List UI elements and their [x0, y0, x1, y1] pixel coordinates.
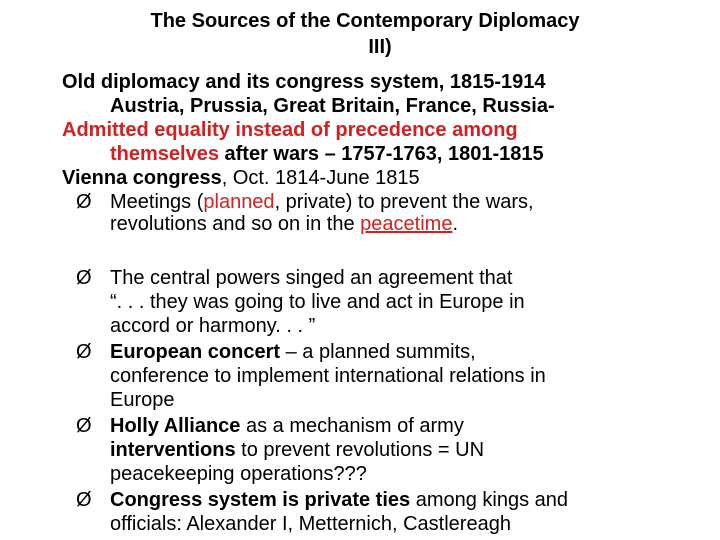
- bullet-5-line-1: [110, 488, 568, 512]
- b3-text: – a planned summits,: [280, 341, 476, 363]
- bullet-arrow-icon: Ø: [76, 415, 92, 437]
- congress-system: Congress system is private ties: [110, 489, 411, 511]
- holly-alliance: Holly Alliance: [110, 415, 241, 437]
- b5-text: among kings and: [410, 489, 569, 511]
- bullet-4-line-2: [110, 438, 484, 462]
- equality-wars: after wars – 1757-1763, 1801-1815: [218, 143, 544, 165]
- vienna-dates: , Oct. 1814-June 1815: [221, 167, 420, 189]
- bullet-4-line-3: peacekeeping operations???: [110, 463, 367, 485]
- old-diplomacy-line: Old diplomacy and its congress system, 1815-1914: [62, 71, 546, 93]
- b1-peacetime: peacetime: [360, 213, 453, 235]
- title-line-1: The Sources of the Contemporary Diplomacy: [150, 10, 580, 32]
- bullet-3-line-2: conference to implement international relations in: [110, 365, 546, 387]
- powers-line: Austria, Prussia, Great Britain, France, Russia-: [110, 95, 555, 117]
- title-line-2: III): [368, 36, 392, 58]
- vienna-line: [62, 166, 420, 190]
- equality-line-1: Admitted equality instead of precedence among: [62, 119, 518, 141]
- b1-period: .: [452, 213, 459, 235]
- b1-planned: planned: [203, 191, 275, 213]
- bullet-3-line-3: Europe: [110, 389, 175, 411]
- slide-title: [0, 8, 720, 60]
- b1-text-a: Meetings (: [110, 191, 204, 213]
- bullet-arrow-icon: Ø: [76, 489, 92, 511]
- bullet-1-line-2: [110, 212, 458, 236]
- bullet-4-line-1: [110, 414, 464, 438]
- bullet-arrow-icon: Ø: [76, 341, 92, 363]
- bullet-2-line-3: accord or harmony. . . ”: [110, 315, 316, 337]
- bullet-1-line-1: [110, 190, 534, 214]
- bullet-5-line-2: officials: Alexander I, Metternich, Castlereagh: [110, 513, 511, 535]
- equality-line-2: [110, 142, 544, 166]
- bullet-3-line-1: [110, 340, 476, 364]
- b4-text-b: to prevent revolutions = UN: [235, 439, 485, 461]
- european-concert: European concert: [110, 341, 281, 363]
- vienna-congress: Vienna congress: [62, 167, 222, 189]
- interventions: interventions: [110, 439, 236, 461]
- bullet-arrow-icon: Ø: [76, 191, 92, 213]
- b1-text-b: , private) to prevent the wars,: [274, 191, 534, 213]
- b1-text-c: revolutions and so on in the: [110, 213, 361, 235]
- bullet-2-line-2: “. . . they was going to live and act in Europe in: [110, 291, 525, 313]
- b4-text-a: as a mechanism of army: [240, 415, 464, 437]
- bullet-2-line-1: The central powers singed an agreement that: [110, 267, 513, 289]
- bullet-arrow-icon: Ø: [76, 267, 92, 289]
- equality-themselves: themselves: [110, 143, 219, 165]
